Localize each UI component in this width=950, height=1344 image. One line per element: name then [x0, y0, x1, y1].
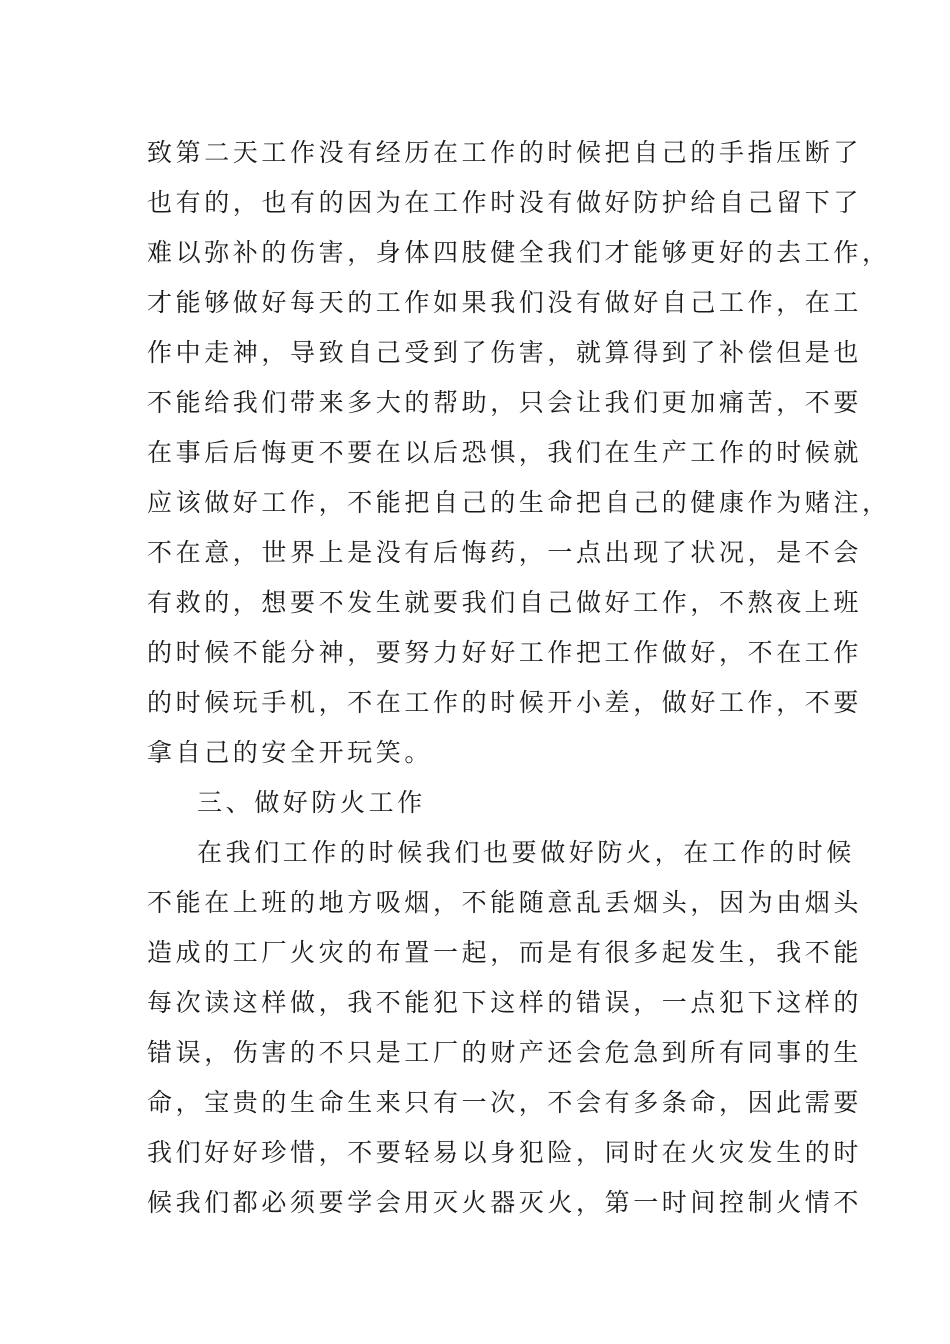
body-text-line: 的时候玩手机，不在工作的时候开小差，做好工作，不要: [147, 688, 863, 717]
section-heading: 三、做好防火工作: [197, 788, 426, 817]
body-text-line: 拿自己的安全开玩笑。: [147, 738, 434, 767]
body-text-line: 我们好好珍惜，不要轻易以身犯险，同时在火灾发生的时: [147, 1138, 863, 1167]
body-text-line: 候我们都必须要学会用灭火器灭火，第一时间控制火情不: [147, 1188, 863, 1217]
body-text-line: 致第二天工作没有经历在工作的时候把自己的手指压断了: [147, 138, 863, 167]
body-text-line: 有救的，想要不发生就要我们自己做好工作，不熬夜上班: [147, 588, 863, 617]
body-text-line: 作中走神，导致自己受到了伤害，就算得到了补偿但是也: [147, 338, 863, 367]
body-text-line: 难以弥补的伤害，身体四肢健全我们才能够更好的去工作，: [147, 238, 891, 267]
body-text-line: 命，宝贵的生命生来只有一次，不会有多条命，因此需要: [147, 1088, 863, 1117]
body-text-line: 错误，伤害的不只是工厂的财产还会危急到所有同事的生: [147, 1038, 863, 1067]
body-text-line: 在事后后悔更不要在以后恐惧，我们在生产工作的时候就: [147, 438, 863, 467]
body-text-line: 不能在上班的地方吸烟，不能随意乱丢烟头，因为由烟头: [147, 888, 863, 917]
body-text-line: 也有的，也有的因为在工作时没有做好防护给自己留下了: [147, 188, 863, 217]
body-text-line: 不能给我们带来多大的帮助，只会让我们更加痛苦，不要: [147, 388, 863, 417]
body-text-line: 造成的工厂火灾的布置一起，而是有很多起发生，我不能: [147, 938, 863, 967]
body-text-line: 每次读这样做，我不能犯下这样的错误，一点犯下这样的: [147, 988, 863, 1017]
body-text-line: 的时候不能分神，要努力好好工作把工作做好，不在工作: [147, 638, 863, 667]
body-text-line: 才能够做好每天的工作如果我们没有做好自己工作，在工: [147, 288, 863, 317]
body-text-line: 不在意，世界上是没有后悔药，一点出现了状况，是不会: [147, 538, 863, 567]
body-text-line: 应该做好工作，不能把自己的生命把自己的健康作为赌注，: [147, 488, 891, 517]
paragraph-first-line: 在我们工作的时候我们也要做好防火，在工作的时候: [197, 838, 855, 867]
